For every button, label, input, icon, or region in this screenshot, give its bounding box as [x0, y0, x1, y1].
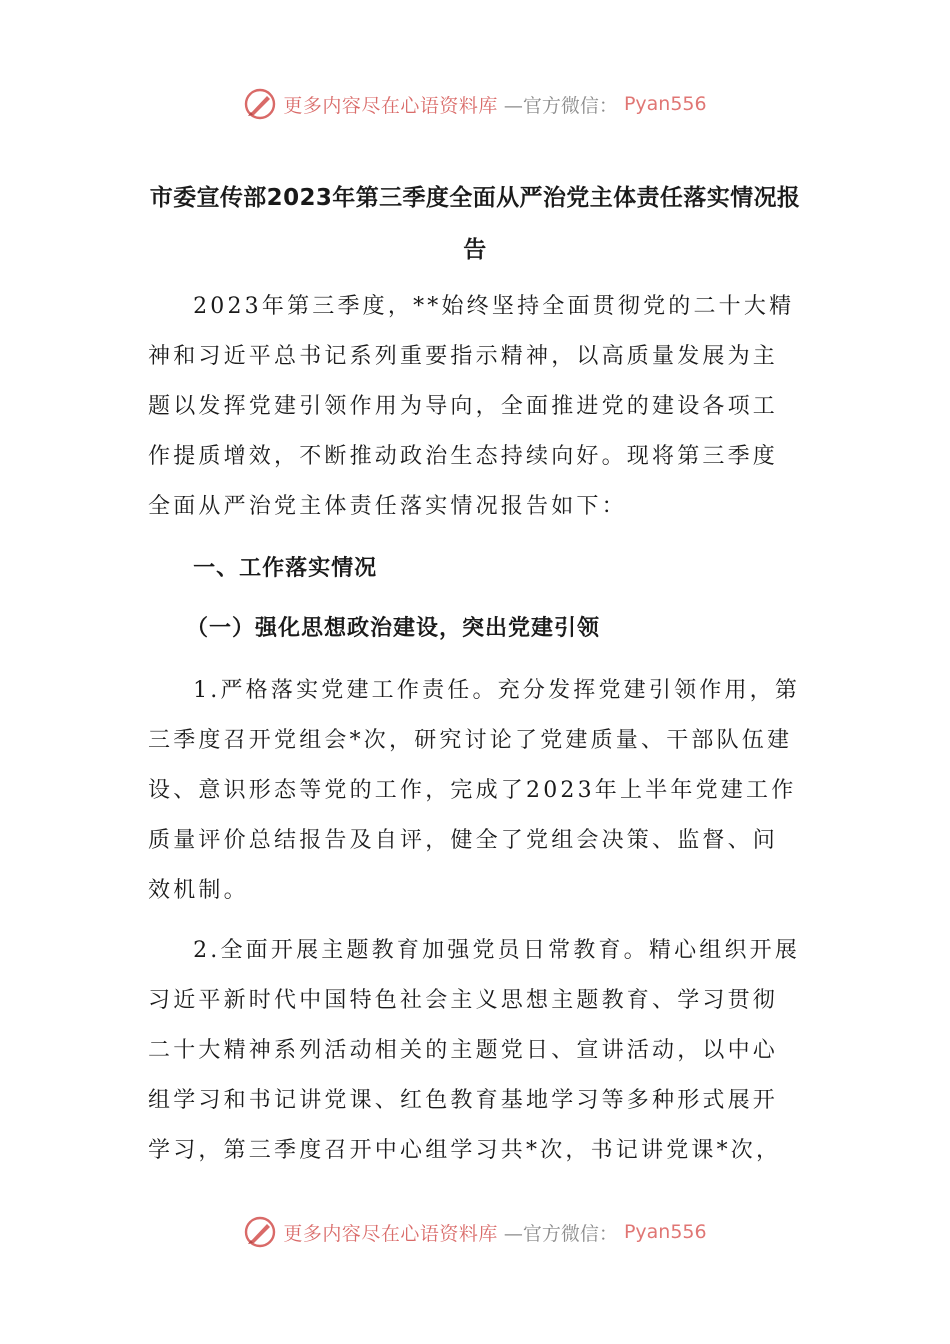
item-1-block: [148, 666, 802, 916]
pen-logo-icon: [243, 1215, 277, 1249]
watermark-handle: Pyan556: [623, 1221, 707, 1243]
watermark-header: [0, 84, 950, 124]
watermark-contact: —官方微信：: [503, 1222, 618, 1245]
section-1: [148, 544, 802, 594]
list-item: 2.全面开展主题教育加强党员日常教育。精心组织开展习近平新时代中国特色社会主义思想主题教育、学习贯彻二十大精神系列活动相关的主题党日、宣讲活动，以中心组学习和书记讲党课、红色教育基地学习等多种形式展开学习，第三季度召开中心组学习共*次，书记讲党课*次，: [148, 938, 801, 1163]
watermark-brand: 更多内容尽在心语资料库: [283, 94, 498, 117]
intro-paragraph: 2023年第三季度，**始终坚持全面贯彻党的二十大精神和习近平总书记系列重要指示精神，以高质量发展为主题以发挥党建引领作用为导向，全面推进党的建设各项工作提质增效，不断推动政治生态持续向好。现将第三季度全面从严治党主体责任落实情况报告如下：: [148, 294, 795, 519]
item-2-block: [148, 926, 802, 1176]
watermark-footer: [0, 1212, 950, 1252]
subsection-heading: （一）强化思想政治建设，突出党建引领: [186, 616, 601, 641]
watermark-contact: —官方微信：: [503, 94, 618, 117]
watermark-brand: 更多内容尽在心语资料库: [283, 1222, 498, 1245]
subsection-1: [148, 604, 802, 654]
intro-block: [148, 282, 802, 532]
list-item: 1.严格落实党建工作责任。充分发挥党建引领作用，第三季度召开党组会*次，研究讨论了党建质量、干部队伍建设、意识形态等党的工作，完成了2023年上半年党建工作质量评价总结报告及自评，健全了党组会决策、监督、问效机制。: [148, 678, 801, 903]
document-title: 市委宣传部2023年第三季度全面从严治党主体责任落实情况报告: [149, 185, 801, 263]
section-heading: 一、工作落实情况: [193, 556, 378, 581]
pen-logo-icon: [243, 87, 277, 121]
watermark-handle: Pyan556: [623, 93, 707, 115]
